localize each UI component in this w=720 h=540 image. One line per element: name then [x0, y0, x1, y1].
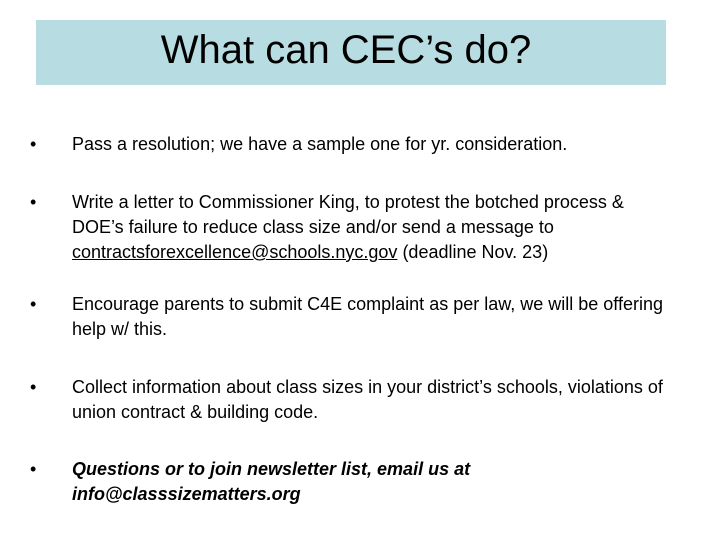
bullet-item-class-sizes	[30, 375, 680, 425]
bullet-text	[72, 190, 680, 265]
bullet-marker: •	[30, 192, 37, 212]
bullet-text: Collect information about class sizes in your district’s schools, violations of union contract & building code.	[72, 377, 663, 422]
bullet-text-after-link: (deadline Nov. 23)	[397, 242, 549, 262]
bullet-marker: •	[30, 377, 37, 397]
bullet-marker: •	[30, 294, 37, 314]
email-link[interactable]: contractsforexcellence@schools.nyc.gov	[72, 242, 398, 262]
bullet-text-contact: Questions or to join newsletter list, email us at info@classsizematters.org	[72, 459, 471, 504]
bullet-text: Pass a resolution; we have a sample one for yr. consideration.	[72, 134, 568, 154]
bullet-item-resolution	[30, 132, 680, 157]
bullet-text: Encourage parents to submit C4E complaint as per law, we will be offering help w/ this.	[72, 294, 663, 339]
bullet-item-complaint	[30, 292, 680, 342]
bullet-text-before-link: Write a letter to Commissioner King, to protest the botched process & DOE’s failure to reduce class size and/or send a message to	[72, 192, 624, 237]
slide-title: What can CEC’s do?	[160, 27, 532, 72]
title-banner	[36, 20, 666, 85]
bullet-marker: •	[30, 134, 37, 154]
bullet-marker: •	[30, 459, 37, 479]
bullet-item-letter	[30, 190, 680, 265]
bullet-item-questions	[30, 457, 680, 507]
